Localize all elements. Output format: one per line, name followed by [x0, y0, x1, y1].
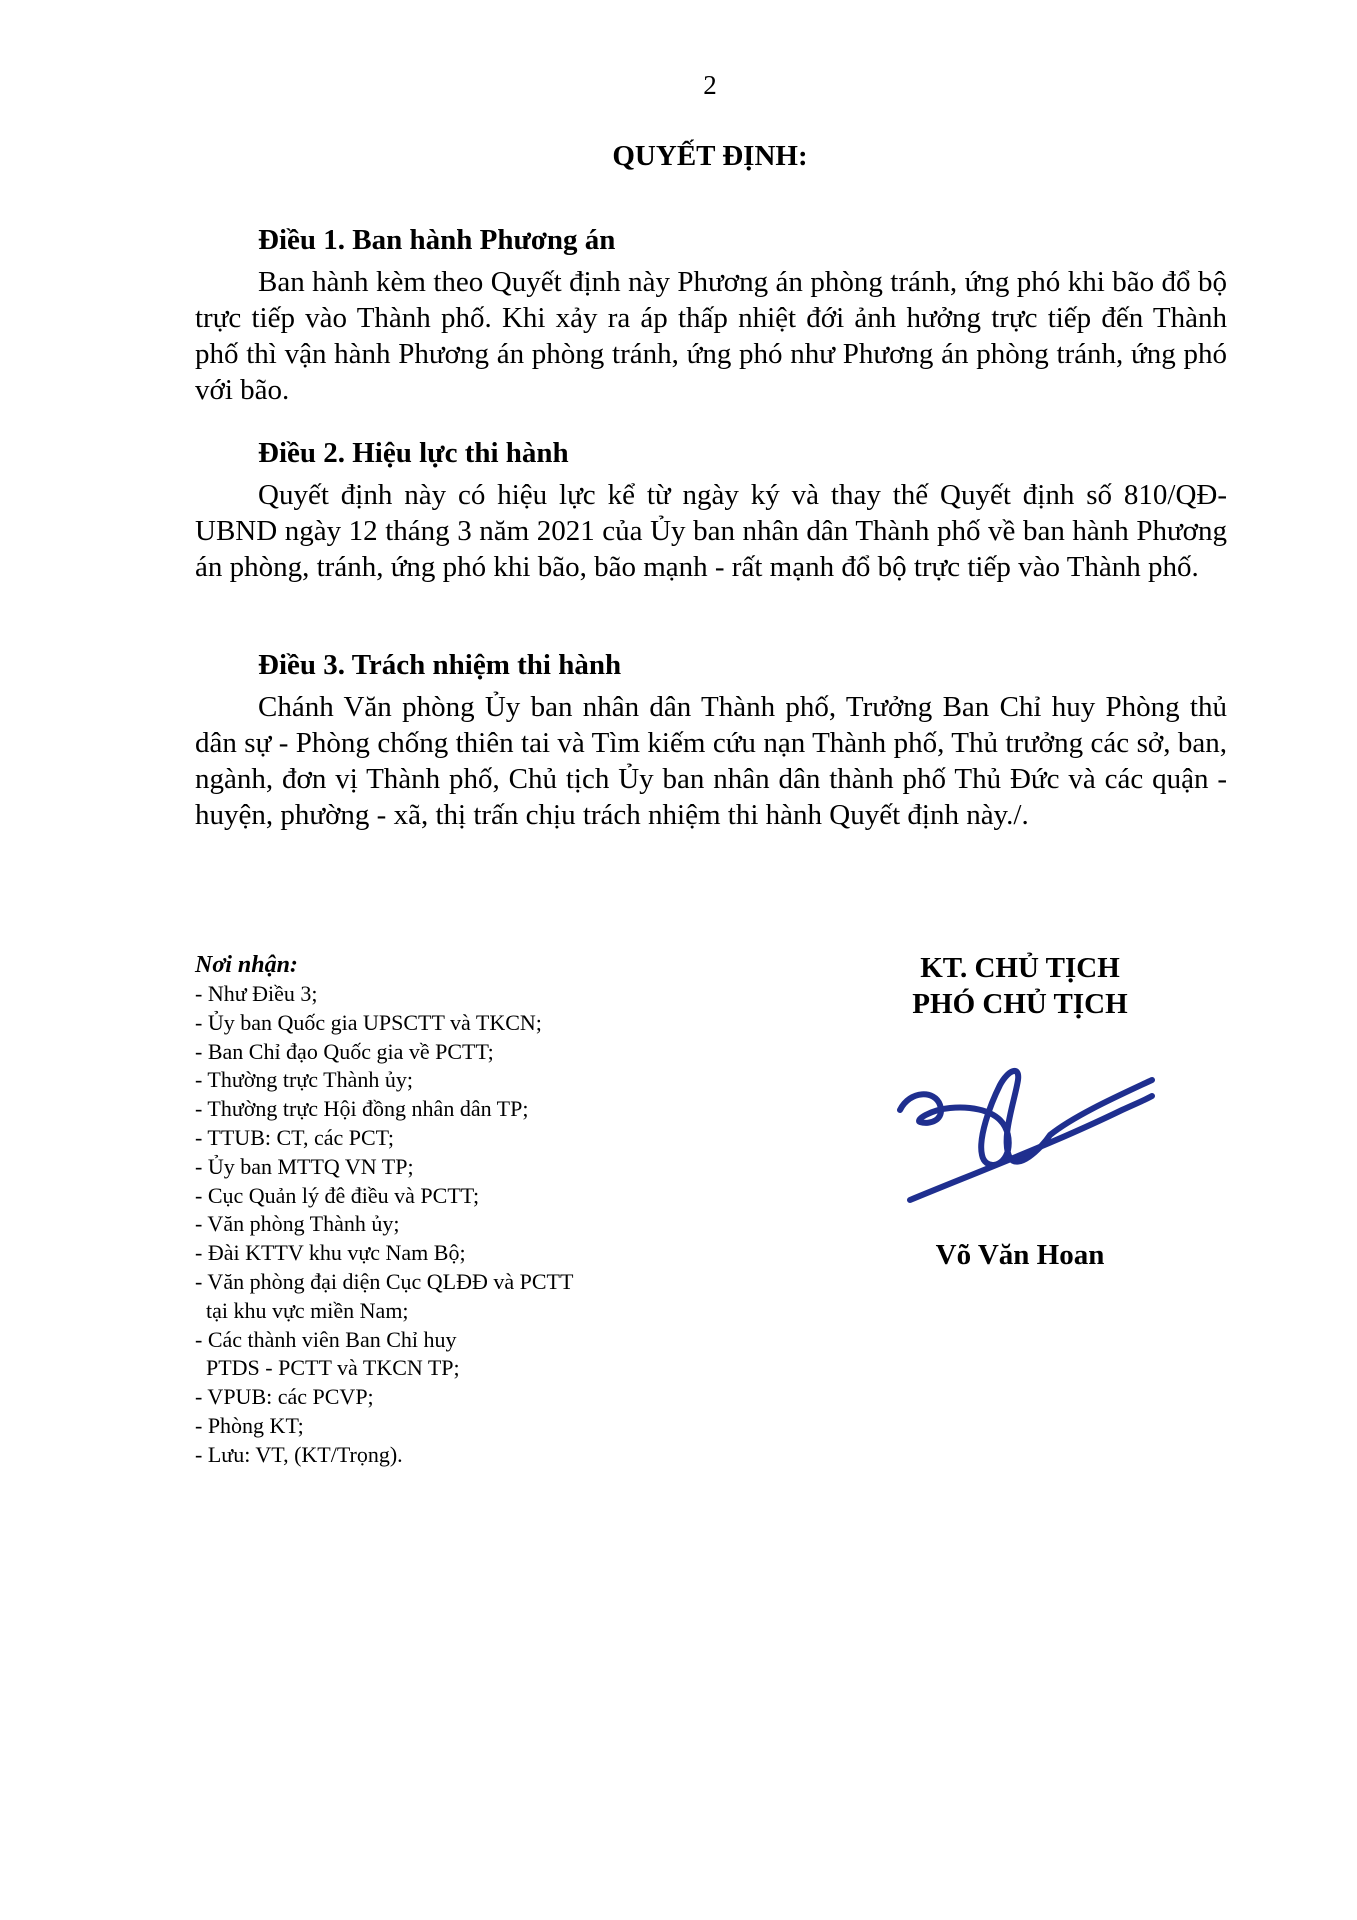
recipient-item: tại khu vực miền Nam; [195, 1297, 409, 1323]
recipient-item: - VPUB: các PCVP; [195, 1384, 374, 1410]
recipient-item: - Thường trực Hội đồng nhân dân TP; [195, 1096, 529, 1122]
recipient-item: - Các thành viên Ban Chỉ huy [195, 1326, 457, 1352]
recipient-item: - Lưu: VT, (KT/Trọng). [195, 1441, 403, 1467]
signer-name: Võ Văn Hoan [935, 1239, 1105, 1271]
article-2-heading: Điều 2. Hiệu lực thi hành [258, 437, 569, 469]
article-3 [195, 647, 1227, 833]
recipient-item: - Văn phòng Thành ủy; [195, 1211, 400, 1237]
recipient-item: - Ban Chỉ đạo Quốc gia về PCTT; [195, 1038, 494, 1064]
recipient-item: - Đài KTTV khu vực Nam Bộ; [195, 1240, 466, 1266]
recipient-item: PTDS - PCTT và TKCN TP; [195, 1355, 460, 1381]
signature-title [880, 950, 1160, 1022]
recipients-list [195, 950, 715, 1470]
article-1-heading: Điều 1. Ban hành Phương án [258, 224, 616, 256]
page-number: 2 [703, 70, 717, 100]
recipient-item: - Văn phòng đại diện Cục QLĐĐ và PCTT [195, 1268, 574, 1294]
decision-heading: QUYẾT ĐỊNH: [612, 140, 808, 172]
recipient-item: - Ủy ban MTTQ VN TP; [195, 1153, 414, 1179]
article-1-text: Ban hành kèm theo Quyết định này Phương án phòng tránh, ứng phó khi bão đổ bộ trực tiếp vào Thành phố. Khi xảy ra áp thấp nhiệt đới ảnh hưởng trực tiếp đến Thành phố thì vận hành Phương án phòng tránh, ứng phó như Phương án phòng tránh, ứng phó với bão. [195, 266, 1227, 406]
article-2 [195, 435, 1227, 585]
signature-title-line2: PHÓ CHỦ TỊCH [912, 988, 1128, 1020]
signature-title-line1: KT. CHỦ TỊCH [920, 952, 1120, 984]
handwritten-signature [890, 1050, 1165, 1220]
article-3-heading: Điều 3. Trách nhiệm thi hành [258, 649, 622, 681]
article-1 [195, 222, 1227, 408]
recipient-item: - Cục Quản lý đê điều và PCTT; [195, 1182, 480, 1208]
recipient-item: - Như Điều 3; [195, 981, 318, 1006]
article-3-text: Chánh Văn phòng Ủy ban nhân dân Thành phố, Trưởng Ban Chỉ huy Phòng thủ dân sự - Phòng chống thiên tai và Tìm kiếm cứu nạn Thành phố, Thủ trưởng các sở, ban, ngành, đơn vị Thành phố, Chủ tịch Ủy ban nhân dân thành phố Thủ Đức và các quận - huyện, phường - xã, thị trấn chịu trách nhiệm thi hành Quyết định này./. [195, 691, 1227, 831]
recipient-item: - Ủy ban Quốc gia UPSCTT và TKCN; [195, 1009, 542, 1035]
recipient-item: - Thường trực Thành ủy; [195, 1067, 413, 1093]
article-2-text: Quyết định này có hiệu lực kể từ ngày ký và thay thế Quyết định số 810/QĐ-UBND ngày 12 tháng 3 năm 2021 của Ủy ban nhân dân Thành phố về ban hành Phương án phòng, tránh, ứng phó khi bão, bão mạnh - rất mạnh đổ bộ trực tiếp vào Thành phố. [195, 479, 1227, 583]
recipient-item: - TTUB: CT, các PCT; [195, 1124, 394, 1150]
recipients-title: Nơi nhận: [195, 952, 298, 978]
recipient-item: - Phòng KT; [195, 1412, 304, 1438]
